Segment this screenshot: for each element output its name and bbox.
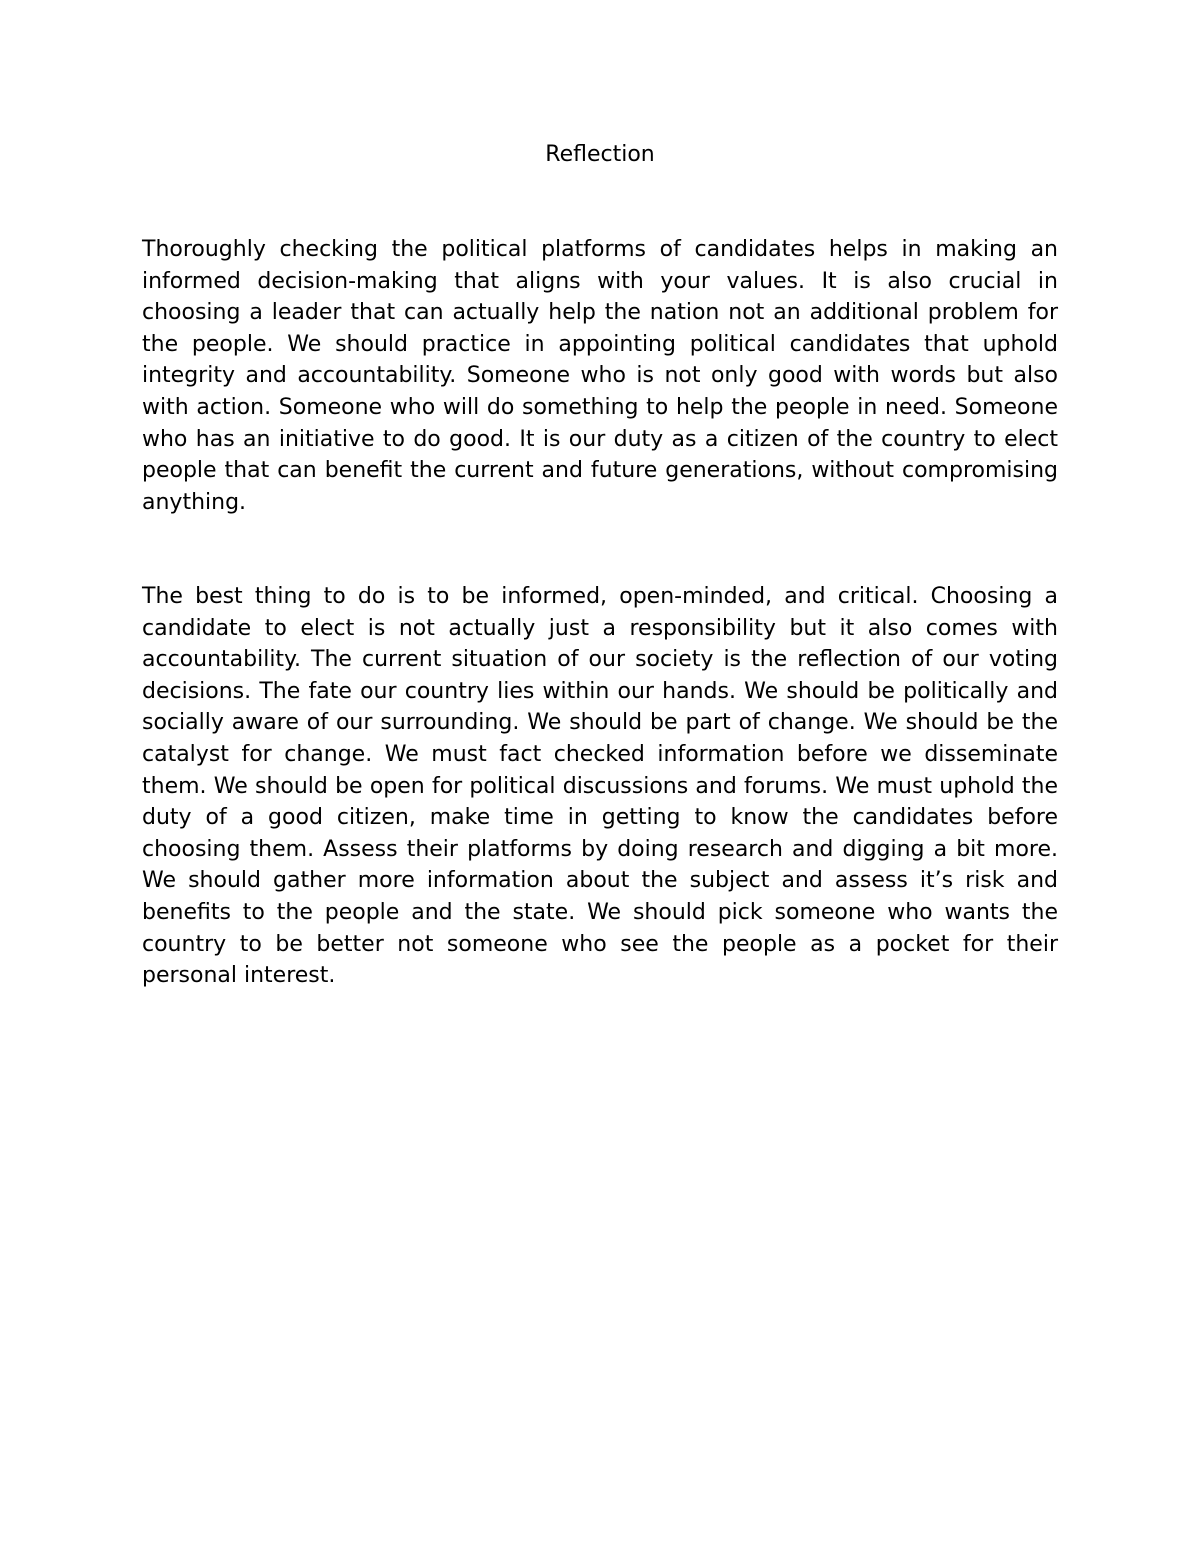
paragraph-2: The best thing to do is to be informed, open-minded, and critical. Choosing a candidate to elect is not actually just a responsibility but it also comes with accountability. The current situation of our society is the reflection of our voting decisions. The fate our country lies within our hands. We should be politically and socially aware of our surrounding. We should be part of change. We should be the catalyst for change. We must fact checked information before we disseminate them. We should be open for political discussions and forums. We must uphold the duty of a good citizen, make time in getting to know the candidates before choosing them. Assess their platforms by doing research and digging a bit more. We should gather more information about the subject and assess it’s risk and benefits to the people and the state. We should pick someone who wants the country to be better not someone who see the people as a pocket for their personal interest. [142, 584, 1058, 989]
document-title: Reflection [545, 142, 655, 167]
paragraph-1: Thoroughly checking the political platforms of candidates helps in making an informed decision-making that aligns with your values. It is also crucial in choosing a leader that can actually help the nation not an additional problem for the people. We should practice in appointing political candidates that uphold integrity and accountability. Someone who is not only good with words but also with action. Someone who will do something to help the people in need. Someone who has an initiative to do good. It is our duty as a citizen of the country to elect people that can benefit the current and future generations, without compromising anything. [142, 237, 1058, 515]
